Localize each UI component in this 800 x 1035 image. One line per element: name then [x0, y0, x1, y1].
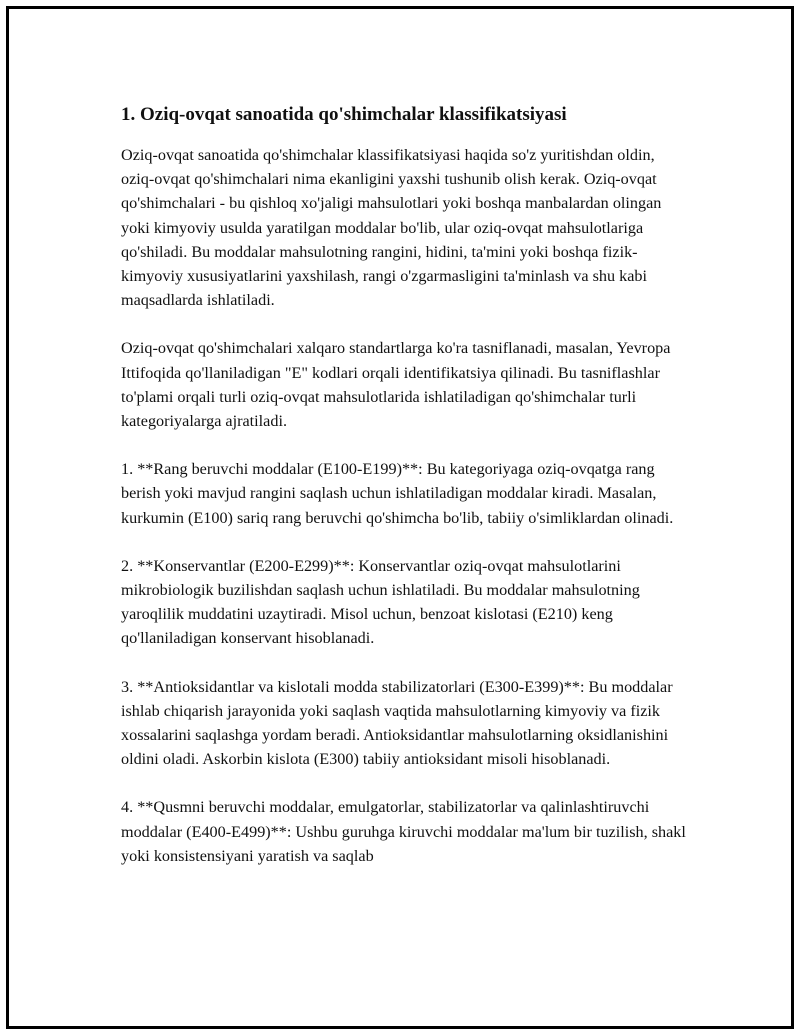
document-body — [121, 101, 691, 892]
paragraph-preservatives: 2. **Konservantlar (E200-E299)**: Konservantlar oziq-ovqat mahsulotlarini mikrobiologik buzilishdan saqlash uchun ishlatiladi. Bu moddalar mahsulotning yaroqlilik muddatini uzaytiradi. Misol uchun, benzoat kislotasi (E210) keng qo'llaniladigan konservant hisoblanadi. — [121, 556, 640, 648]
paragraph-intro: Oziq-ovqat sanoatida qo'shimchalar klassifikatsiyasi haqida so'z yuritishdan oldin, oziq-ovqat qo'shimchalari nima ekanligini yaxshi tushunib olish kerak. Oziq-ovqat qo'shimchalari - bu qishloq xo'jaligi mahsulotlari yoki boshqa manbalardan olingan yoki kimyoviy usulda yaratilgan moddalar bo'lib, ular oziq-ovqat mahsulotlariga qo'shiladi. Bu moddalar mahsulotning rangini, hidini, ta'mini yoki boshqa fizik-kimyoviy xususiyatlarini yaxshilash, rangi o'zgarmasligini ta'minlash va shu kabi maqsadlarda ishlatiladi. — [121, 146, 662, 310]
paragraph-antioxidants: 3. **Antioksidantlar va kislotali modda stabilizatorlari (E300-E399)**: Bu moddalar ishlab chiqarish jarayonida yoki saqlash vaqtida mahsulotlarning kimyoviy va fizik xossalarini saqlashga yordam beradi. Antioksidantlar mahsulotlarning oksidlanishini oldini oladi. Askorbin kislota (E300) tabiiy antioksidant misoli hisoblanadi. — [121, 677, 673, 769]
paragraph-standards: Oziq-ovqat qo'shimchalari xalqaro standartlarga ko'ra tasniflanadi, masalan, Yevropa Ittifoqida qo'llaniladigan "E" kodlari orqali identifikatsiya qilinadi. Bu tasniflashlar to'plami orqali turli oziq-ovqat mahsulotlarida ishlatiladigan qo'shimchalar turli kategoriyalarga ajratiladi. — [121, 339, 671, 431]
page-frame — [6, 6, 794, 1029]
paragraph-colorants: 1. **Rang beruvchi moddalar (E100-E199)**: Bu kategoriyaga oziq-ovqatga rang berish yoki mavjud rangini saqlash uchun ishlatiladigan moddalar kiradi. Masalan, kurkumin (E100) sariq rang beruvchi qo'shimcha bo'lib, tabiiy o'simliklardan olinadi. — [121, 460, 674, 527]
paragraph-emulsifiers: 4. **Qusmni beruvchi moddalar, emulgatorlar, stabilizatorlar va qalinlashtiruvchi moddalar (E400-E499)**: Ushbu guruhga kiruvchi moddalar ma'lum bir tuzilish, shakl yoki konsistensiyani yaratish va saqlab — [121, 798, 686, 865]
document-title: 1. Oziq-ovqat sanoatida qo'shimchalar klassifikatsiyasi — [121, 104, 567, 125]
